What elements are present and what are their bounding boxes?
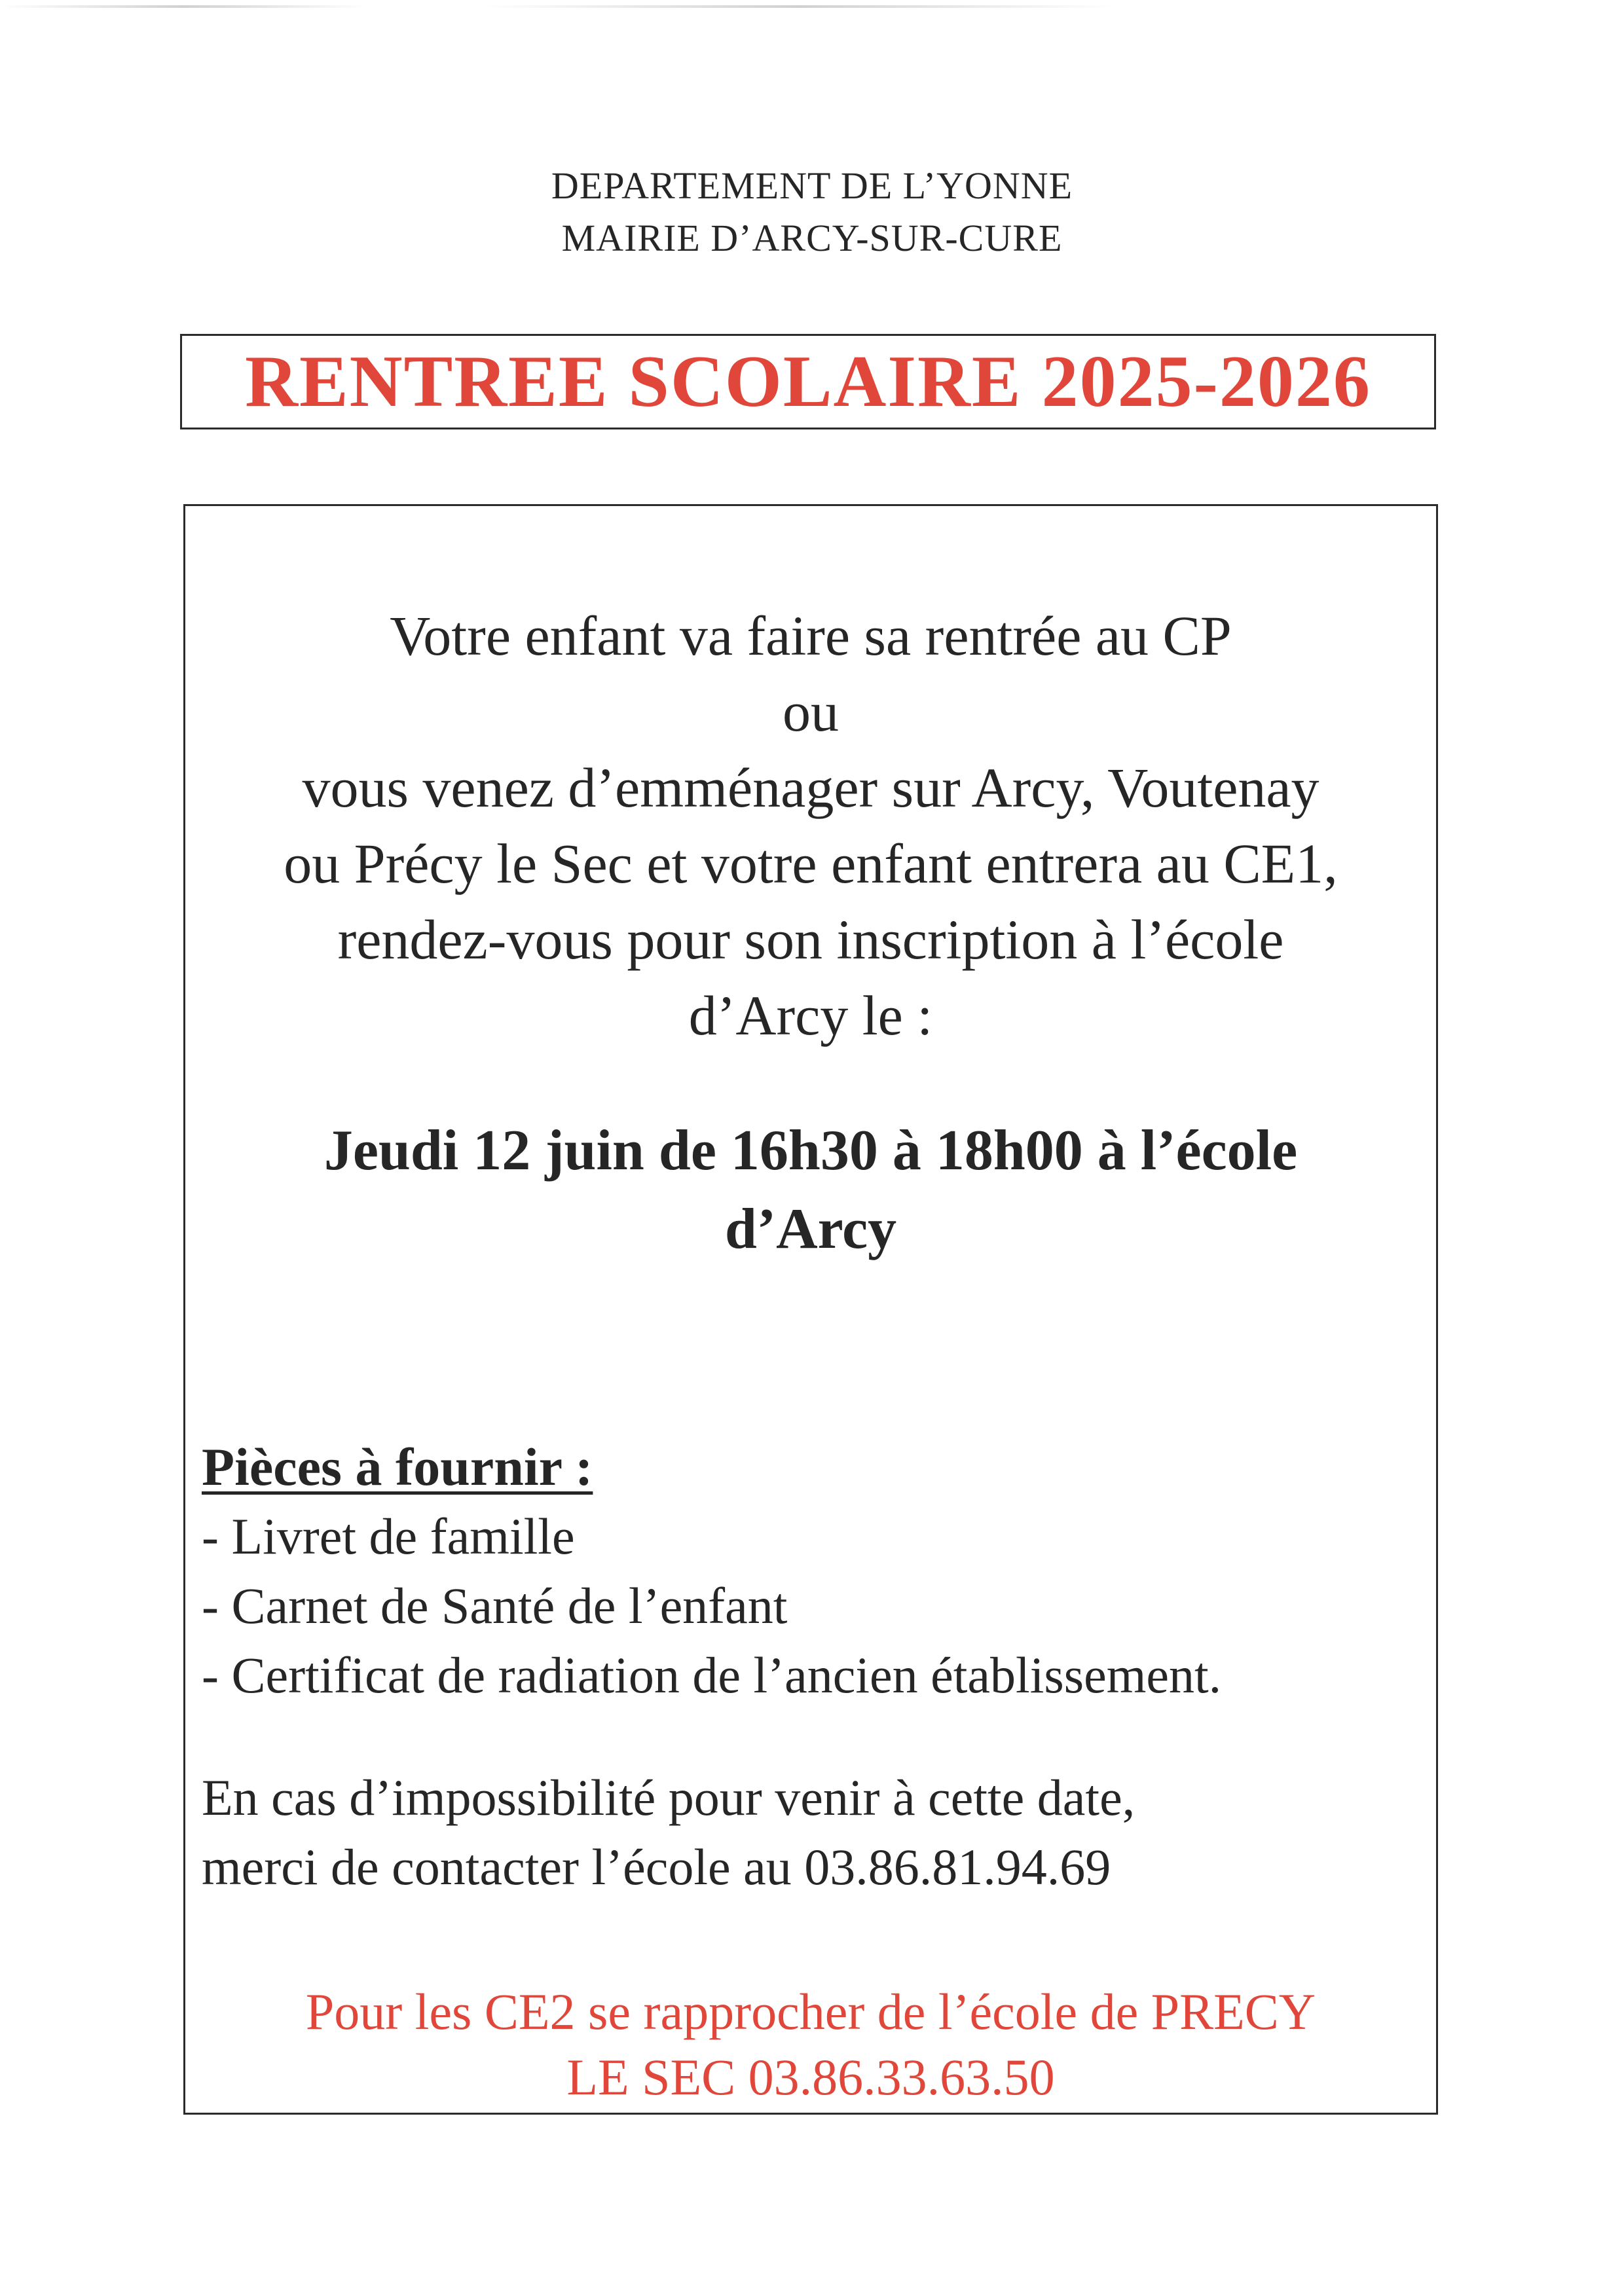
registration-date bbox=[185, 1112, 1436, 1269]
document-header bbox=[0, 160, 1624, 264]
intro-line: ou bbox=[783, 680, 839, 743]
list-item: - Livret de famille bbox=[202, 1508, 575, 1565]
department-name: DEPARTEMENT DE L’YONNE bbox=[551, 164, 1073, 207]
mairie-name: MAIRIE D’ARCY-SUR-CURE bbox=[561, 217, 1063, 259]
documents-list bbox=[202, 1502, 1221, 1710]
intro-text bbox=[185, 598, 1436, 1053]
scan-edge-right bbox=[485, 5, 1113, 8]
intro-line: Votre enfant va faire sa rentrée au CP bbox=[390, 604, 1232, 667]
contact-info bbox=[202, 1763, 1135, 1902]
contact-line: merci de contacter l’école au 03.86.81.94.69 bbox=[202, 1838, 1111, 1895]
event-line: Jeudi 12 juin de 16h30 à 18h00 à l’école bbox=[323, 1119, 1298, 1182]
title-box bbox=[180, 334, 1436, 429]
documents-section bbox=[202, 1432, 1221, 1710]
contact-line: En cas d’impossibilité pour venir à cette date, bbox=[202, 1769, 1135, 1826]
documents-heading: Pièces à fournir : bbox=[202, 1437, 593, 1497]
intro-line: vous venez d’emménager sur Arcy, Voutenay bbox=[302, 756, 1320, 819]
notice-box bbox=[183, 504, 1438, 2115]
scan-edge-left bbox=[0, 5, 367, 8]
ce2-line: LE SEC 03.86.33.63.50 bbox=[566, 2049, 1055, 2105]
list-item: - Carnet de Santé de l’enfant bbox=[202, 1577, 788, 1634]
event-line: d’Arcy bbox=[724, 1197, 897, 1261]
list-item: - Certificat de radiation de l’ancien établissement. bbox=[202, 1647, 1222, 1704]
intro-line: rendez-vous pour son inscription à l’école bbox=[337, 908, 1284, 971]
intro-line: d’Arcy le : bbox=[688, 984, 933, 1047]
ce2-notice bbox=[185, 1979, 1436, 2110]
page-title: RENTREE SCOLAIRE 2025-2026 bbox=[245, 340, 1371, 422]
ce2-line: Pour les CE2 se rapprocher de l’école de PRECY bbox=[305, 1983, 1316, 2040]
intro-line: ou Précy le Sec et votre enfant entrera au CE1, bbox=[284, 832, 1338, 895]
